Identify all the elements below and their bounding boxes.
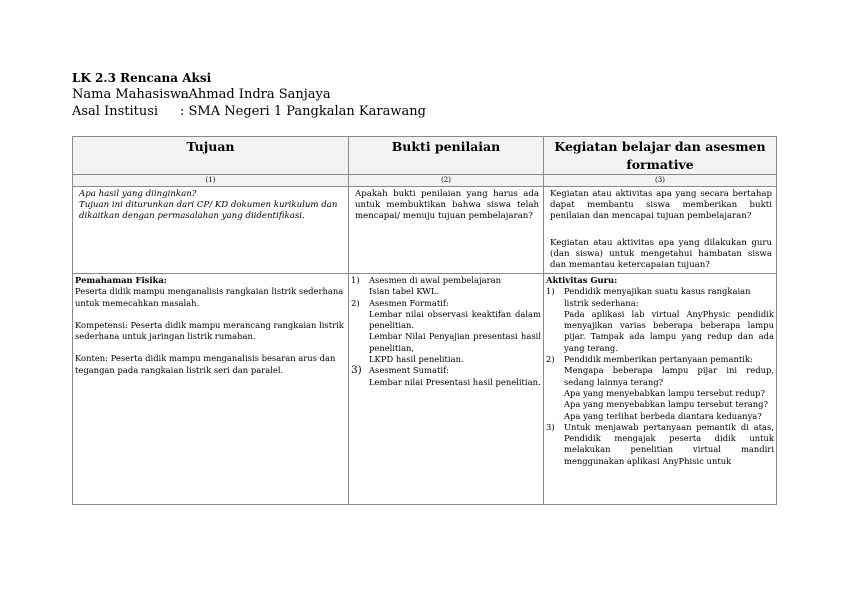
guidance-bukti-text: Apakah bukti penilaian yang harus ada untuk membuktikan bahwa siswa telah mencapai/ menuju tujuan pembelajaran? bbox=[355, 189, 539, 222]
column-number-3: (3) bbox=[544, 175, 777, 187]
column-number-1: (1) bbox=[73, 175, 349, 187]
list-item: 1) Pendidik menyajikan suatu kasus rangkaian listrik sederhana: Pada aplikasi lab virtual AnyPhysic pendidik menyajikan varias beberapa beberapa lampu pijar. Tampak ada lampu yang redup dan ada yang terang. bbox=[546, 286, 774, 353]
guidance-tujuan bbox=[73, 187, 349, 274]
kegiatan-list bbox=[546, 286, 774, 467]
list-item: 3) Asesment Sumatif: Lembar nilai Presentasi hasil penelitian. bbox=[351, 364, 541, 387]
header-tujuan: Tujuan bbox=[73, 137, 349, 175]
student-name-label: Nama Mahasiswa bbox=[72, 87, 189, 102]
content-bukti bbox=[349, 274, 544, 505]
column-number-row bbox=[73, 175, 777, 187]
konten-text: Konten: Peserta didik mampu menganalisis besaran arus dan tegangan pada rangkaian listrik seri dan paralel. bbox=[75, 353, 336, 375]
header-kegiatan-line1: Kegiatan belajar dan asesmen bbox=[554, 139, 766, 154]
table-header-row bbox=[73, 137, 777, 175]
list-item: 1) Asesmen di awal pembelajaran Isian tabel KWL. bbox=[351, 275, 501, 297]
header-bukti-penilaian: Bukti penilaian bbox=[349, 137, 544, 175]
list-item: 3) Untuk menjawab pertanyaan pemantik di atas, Pendidik mengajak peserta didik untuk melakukan penelitian virtual mandiri menggunakan aplikasi AnyPhisic untuk bbox=[546, 421, 774, 466]
bukti-list bbox=[351, 275, 541, 388]
aktivitas-guru-title: Aktivitas Guru: bbox=[546, 275, 618, 285]
guidance-kegiatan bbox=[544, 187, 777, 274]
institution-line bbox=[72, 104, 426, 119]
student-name-line bbox=[72, 87, 331, 102]
column-number-2: (2) bbox=[349, 175, 544, 187]
pemahaman-text: Peserta didik mampu menganalisis rangkaian listrik sederhana untuk memecahkan masalah. bbox=[75, 286, 344, 308]
guidance-kegiatan-text1: Kegiatan atau aktivitas apa yang secara bertahap dapat membantu siswa memberikan bukti penilaian dan mencapai tujuan pembelajaran? bbox=[550, 189, 772, 222]
list-item: 2) Asesmen Formatif: Lembar nilai observasi keaktifan dalam penelitian. Lembar Nilai Penyajian presentasi hasil penelitian, LKPD hasil penelitian. bbox=[351, 297, 541, 365]
student-name-value: : Ahmad Indra Sanjaya bbox=[180, 87, 331, 102]
list-item: 2) Pendidik memberikan pertanyaan pemantik: Mengapa beberapa lampu pijar ini redup, sedang lainnya terang? Apa yang menyebabkan lampu tersebut redup? Apa yang menyebabkan lampu tersebut terang? Apa yang terlihat berbeda diantara keduanya? bbox=[546, 354, 774, 421]
guidance-bukti bbox=[349, 187, 544, 274]
guidance-row bbox=[73, 187, 777, 274]
content-row bbox=[73, 274, 777, 505]
content-kegiatan bbox=[544, 274, 777, 505]
guidance-kegiatan-text2: Kegiatan atau aktivitas apa yang dilakukan guru (dan siswa) untuk mengetahui hambatan siswa dan memantau ketercapaian tujuan? bbox=[550, 237, 772, 271]
guidance-tujuan-question: Apa hasil yang diinginkan? bbox=[79, 189, 197, 199]
guidance-tujuan-text: Tujuan ini diturunkan dari CP/ KD dokumen kurikulum dan dikaitkan dengan permasalahan yang diidentifikasi. bbox=[79, 200, 338, 222]
header-kegiatan-line2: formative bbox=[626, 157, 694, 172]
content-tujuan bbox=[73, 274, 349, 505]
kompetensi-text: Kompetensi: Peserta didik mampu merancang rangkaian listrik sederhana untuk jaringan listrik rumahan. bbox=[75, 319, 344, 342]
header-kegiatan bbox=[544, 137, 777, 175]
page-title: LK 2.3 Rencana Aksi bbox=[72, 71, 212, 85]
pemahaman-title: Pemahaman Fisika: bbox=[75, 275, 167, 285]
institution-value: : SMA Negeri 1 Pangkalan Karawang bbox=[180, 104, 426, 119]
action-plan-table bbox=[72, 136, 777, 505]
institution-label: Asal Institusi bbox=[72, 104, 159, 119]
